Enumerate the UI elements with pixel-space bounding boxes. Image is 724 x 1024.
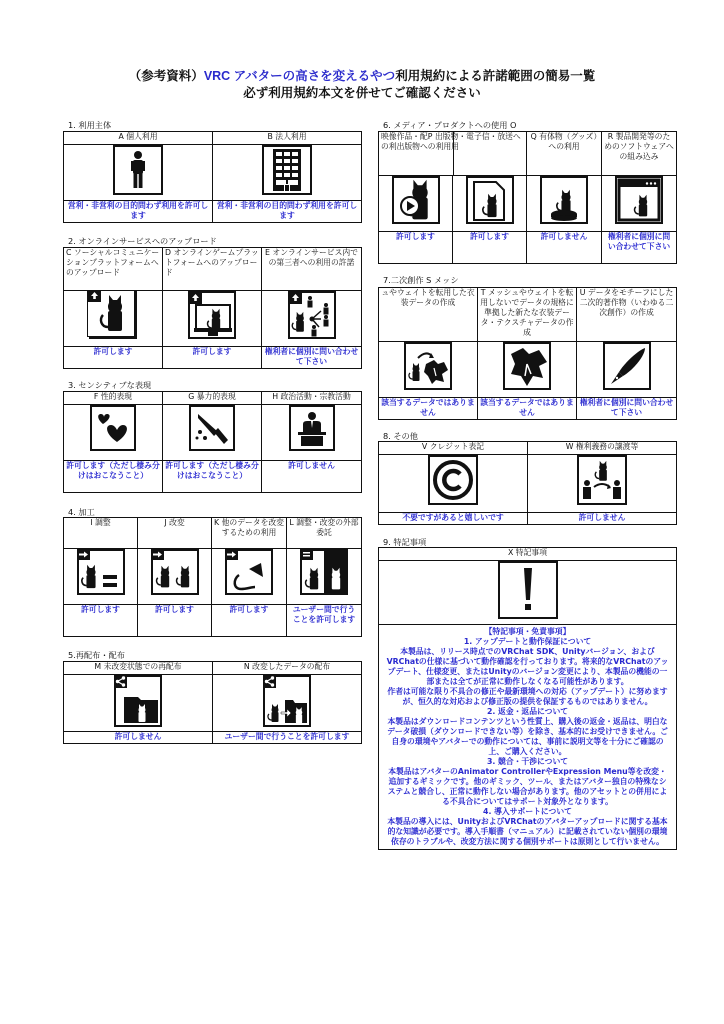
answer-a: 営利・非営利の目的問わず利用を許可します xyxy=(64,201,213,223)
answer-t: 該当するデータではありません xyxy=(478,398,577,420)
note-1-para-1: 本製品は、リリース時点でのVRChat SDK、Unityバージョン、およびVRChatの仕様に基づいて動作確認を行っております。将来的なVRChatのアップデート、仕様変更、またはUnityのバージョン変更により、本製品の機能の一部または全てが正常に動作しなくなる可能性があります。 xyxy=(386,647,669,686)
header-m: M 未改変状態での再配布 xyxy=(64,662,213,675)
header-g: G 暴力的表現 xyxy=(163,392,262,405)
answer-q: 許可しません xyxy=(527,232,602,264)
copyright-icon xyxy=(428,455,478,505)
header-x: X 特記事項 xyxy=(379,548,677,561)
answer-n: ユーザー間で行うことを許可します xyxy=(213,732,362,744)
header-n: N 改変したデータの配布 xyxy=(213,662,362,675)
answer-h: 許可しません xyxy=(262,461,362,493)
share-folder-icon xyxy=(114,675,162,727)
section-4-label: 4. 加工 xyxy=(68,507,95,517)
title-suffix: 利用規約による許諾範囲の簡易一覧 xyxy=(395,69,596,83)
header-c: C ソーシャルコミュニケーションプラットフォームへのアップロード xyxy=(64,248,163,291)
header-s: ュやウェイトを転用した衣装データの作成 xyxy=(379,288,478,342)
answer-r: 権利者に個別に問い合わせて下さい xyxy=(602,232,677,264)
outsource-icon xyxy=(300,549,348,595)
upload-monitor-icon xyxy=(188,291,236,339)
header-w: W 権利義務の譲渡等 xyxy=(528,442,677,455)
answer-c: 許可します xyxy=(64,347,163,369)
section-8-label: 8. その他 xyxy=(383,431,418,441)
header-t: T メッシュやウェイトを転用しないでデータの規格に準拠した新たな衣装データ・テクスチャデータの作成 xyxy=(478,288,577,342)
note-1-para-2: 作者は可能な限り不具合の修正や最新環境への対応（アップデート）に努めますが、恒久的な対応および修正版の提供を保証するものではありません。 xyxy=(387,687,668,706)
costume-transfer-icon xyxy=(404,342,452,390)
section-1-table xyxy=(63,131,362,223)
note-3-title: 3. 競合・干渉について xyxy=(486,757,569,766)
note-2-title: 2. 返金・返品について xyxy=(486,707,569,716)
answer-d: 許可します xyxy=(163,347,262,369)
document-title xyxy=(0,68,724,102)
section-2-label: 2. オンラインサービスへのアップロード xyxy=(68,236,217,246)
header-e: E オンラインサービス内での第三者への利用の許諾 xyxy=(262,248,362,291)
hearts-icon xyxy=(90,405,136,451)
header-o-p xyxy=(379,132,527,176)
header-b: B 法人利用 xyxy=(213,132,362,145)
answer-g: 許可します（ただし棲み分けはおこなうこと） xyxy=(163,461,262,493)
header-r: R 製品開発等のためのソフトウェアへの組み込み xyxy=(602,132,677,176)
section-6-table xyxy=(378,131,677,264)
upload-avatar-icon xyxy=(89,291,137,339)
person-icon xyxy=(113,145,163,195)
share-modified-icon xyxy=(263,675,311,727)
header-l: L 調整・改変の外部委託 xyxy=(287,518,362,549)
answer-i: 許可します xyxy=(64,605,138,637)
building-icon xyxy=(262,145,312,195)
answer-j: 許可します xyxy=(138,605,212,637)
answer-s: 該当するデータではありません xyxy=(379,398,478,420)
section-8-table xyxy=(378,441,677,525)
adjust-icon xyxy=(77,549,125,595)
header-i: I 調整 xyxy=(64,518,138,549)
section-5-label: 5.再配布・配布 xyxy=(68,650,125,660)
knife-icon xyxy=(189,405,235,451)
answer-f: 許可します（ただし棲み分けはおこなうこと） xyxy=(64,461,163,493)
transfer-icon xyxy=(577,455,627,505)
section-5-table xyxy=(63,661,362,744)
answer-b: 営利・非営利の目的問わず利用を許可します xyxy=(213,201,362,223)
section-9-label: 9. 特記事項 xyxy=(383,537,427,547)
video-avatar-icon xyxy=(392,176,440,224)
header-a: A 個人利用 xyxy=(64,132,213,145)
header-j: J 改変 xyxy=(138,518,212,549)
section-3-table xyxy=(63,391,362,493)
note-3-para-1: 本製品はアバターのAnimator ControllerやExpression Menu等を改変・追加するギミックです。他のギミック、ツール、またはアバター独自の特殊なシステムと競合し、正常に動作しない場合があります。他のアセットとの併用による不具合についてはサポート対象外となります。 xyxy=(387,767,668,806)
figure-icon xyxy=(540,176,588,224)
parts-icon xyxy=(225,549,273,595)
header-u: U データをモチーフにした二次的著作物（いわゆる二次創作）の作成 xyxy=(577,288,677,342)
podium-icon xyxy=(289,405,335,451)
answer-w: 許可しません xyxy=(528,513,677,525)
product-name: VRC アバターの高さを変えるやつ xyxy=(203,69,396,83)
title-prefix: （参考資料） xyxy=(128,69,204,83)
answer-o: 許可します xyxy=(379,232,453,264)
note-4-para-1: 本製品の導入には、UnityおよびVRChatのアバターアップロードに関する基本的な知識が必要です。導入手順書（マニュアル）に記載されていない個別の環境依存のトラブルや、改変方法に関する個別サポートは原則として行いません。 xyxy=(387,817,668,846)
section-7-label: 7.二次創作 S メッシ xyxy=(383,275,459,285)
note-2-para-1: 本製品はダウンロードコンテンツという性質上、購入後の返金・返品は、明白なデータ破損（ダウンロードできない等）を除き、基本的にお受けできません。ご自身の環境やアバターでの動作については、事前に説明文等を十分にご確認の上、ご購入ください。 xyxy=(387,717,668,756)
note-4-title: 4. 導入サポートについて xyxy=(483,807,572,816)
title-line-2: 必ず利用規約本文を併せてご確認ください xyxy=(243,86,481,100)
answer-v: 不要ですがあると嬉しいです xyxy=(379,513,528,525)
header-q: Q 有体物（グッズ）への利用 xyxy=(527,132,602,176)
answer-u: 権利者に個別に問い合わせて下さい xyxy=(577,398,677,420)
section-9-table xyxy=(378,547,677,850)
section-4-table xyxy=(63,517,362,637)
disclaimer-notes xyxy=(379,625,677,850)
header-f: F 性的表現 xyxy=(64,392,163,405)
header-o: 映像作品・配P 出版物・電子信・放送への利出版物への利用用 xyxy=(381,132,521,151)
header-h: H 政治活動・宗教活動 xyxy=(262,392,362,405)
notes-heading: 【特記事項・免責事項】 xyxy=(484,627,571,636)
answer-k: 許可します xyxy=(212,605,287,637)
software-icon xyxy=(615,176,663,224)
section-2-table xyxy=(63,247,362,369)
header-v: V クレジット表記 xyxy=(379,442,528,455)
title-line-1 xyxy=(0,68,724,85)
document-avatar-icon xyxy=(466,176,514,224)
pen-icon xyxy=(603,342,651,390)
answer-l: ユーザー間で行うことを許可します xyxy=(287,605,362,637)
column-divider xyxy=(453,132,454,175)
section-3-label: 3. センシティブな表現 xyxy=(68,380,152,390)
upload-share-icon xyxy=(288,291,336,339)
answer-p: 許可します xyxy=(453,232,527,264)
header-d: D オンラインゲームプラットフォームへのアップロード xyxy=(163,248,262,291)
exclamation-icon xyxy=(498,561,558,619)
section-1-label: 1. 利用主体 xyxy=(68,120,112,130)
section-7-table xyxy=(378,287,677,420)
costume-icon xyxy=(503,342,551,390)
modify-icon xyxy=(151,549,199,595)
note-1-title: 1. アップデートと動作保証について xyxy=(463,637,592,646)
answer-e: 権利者に個別に問い合わせて下さい xyxy=(262,347,362,369)
answer-m: 許可しません xyxy=(64,732,213,744)
header-k: K 他のデータを改変するための利用 xyxy=(212,518,287,549)
section-6-label: 6. メディア・プロダクトへの使用 O xyxy=(383,120,517,130)
